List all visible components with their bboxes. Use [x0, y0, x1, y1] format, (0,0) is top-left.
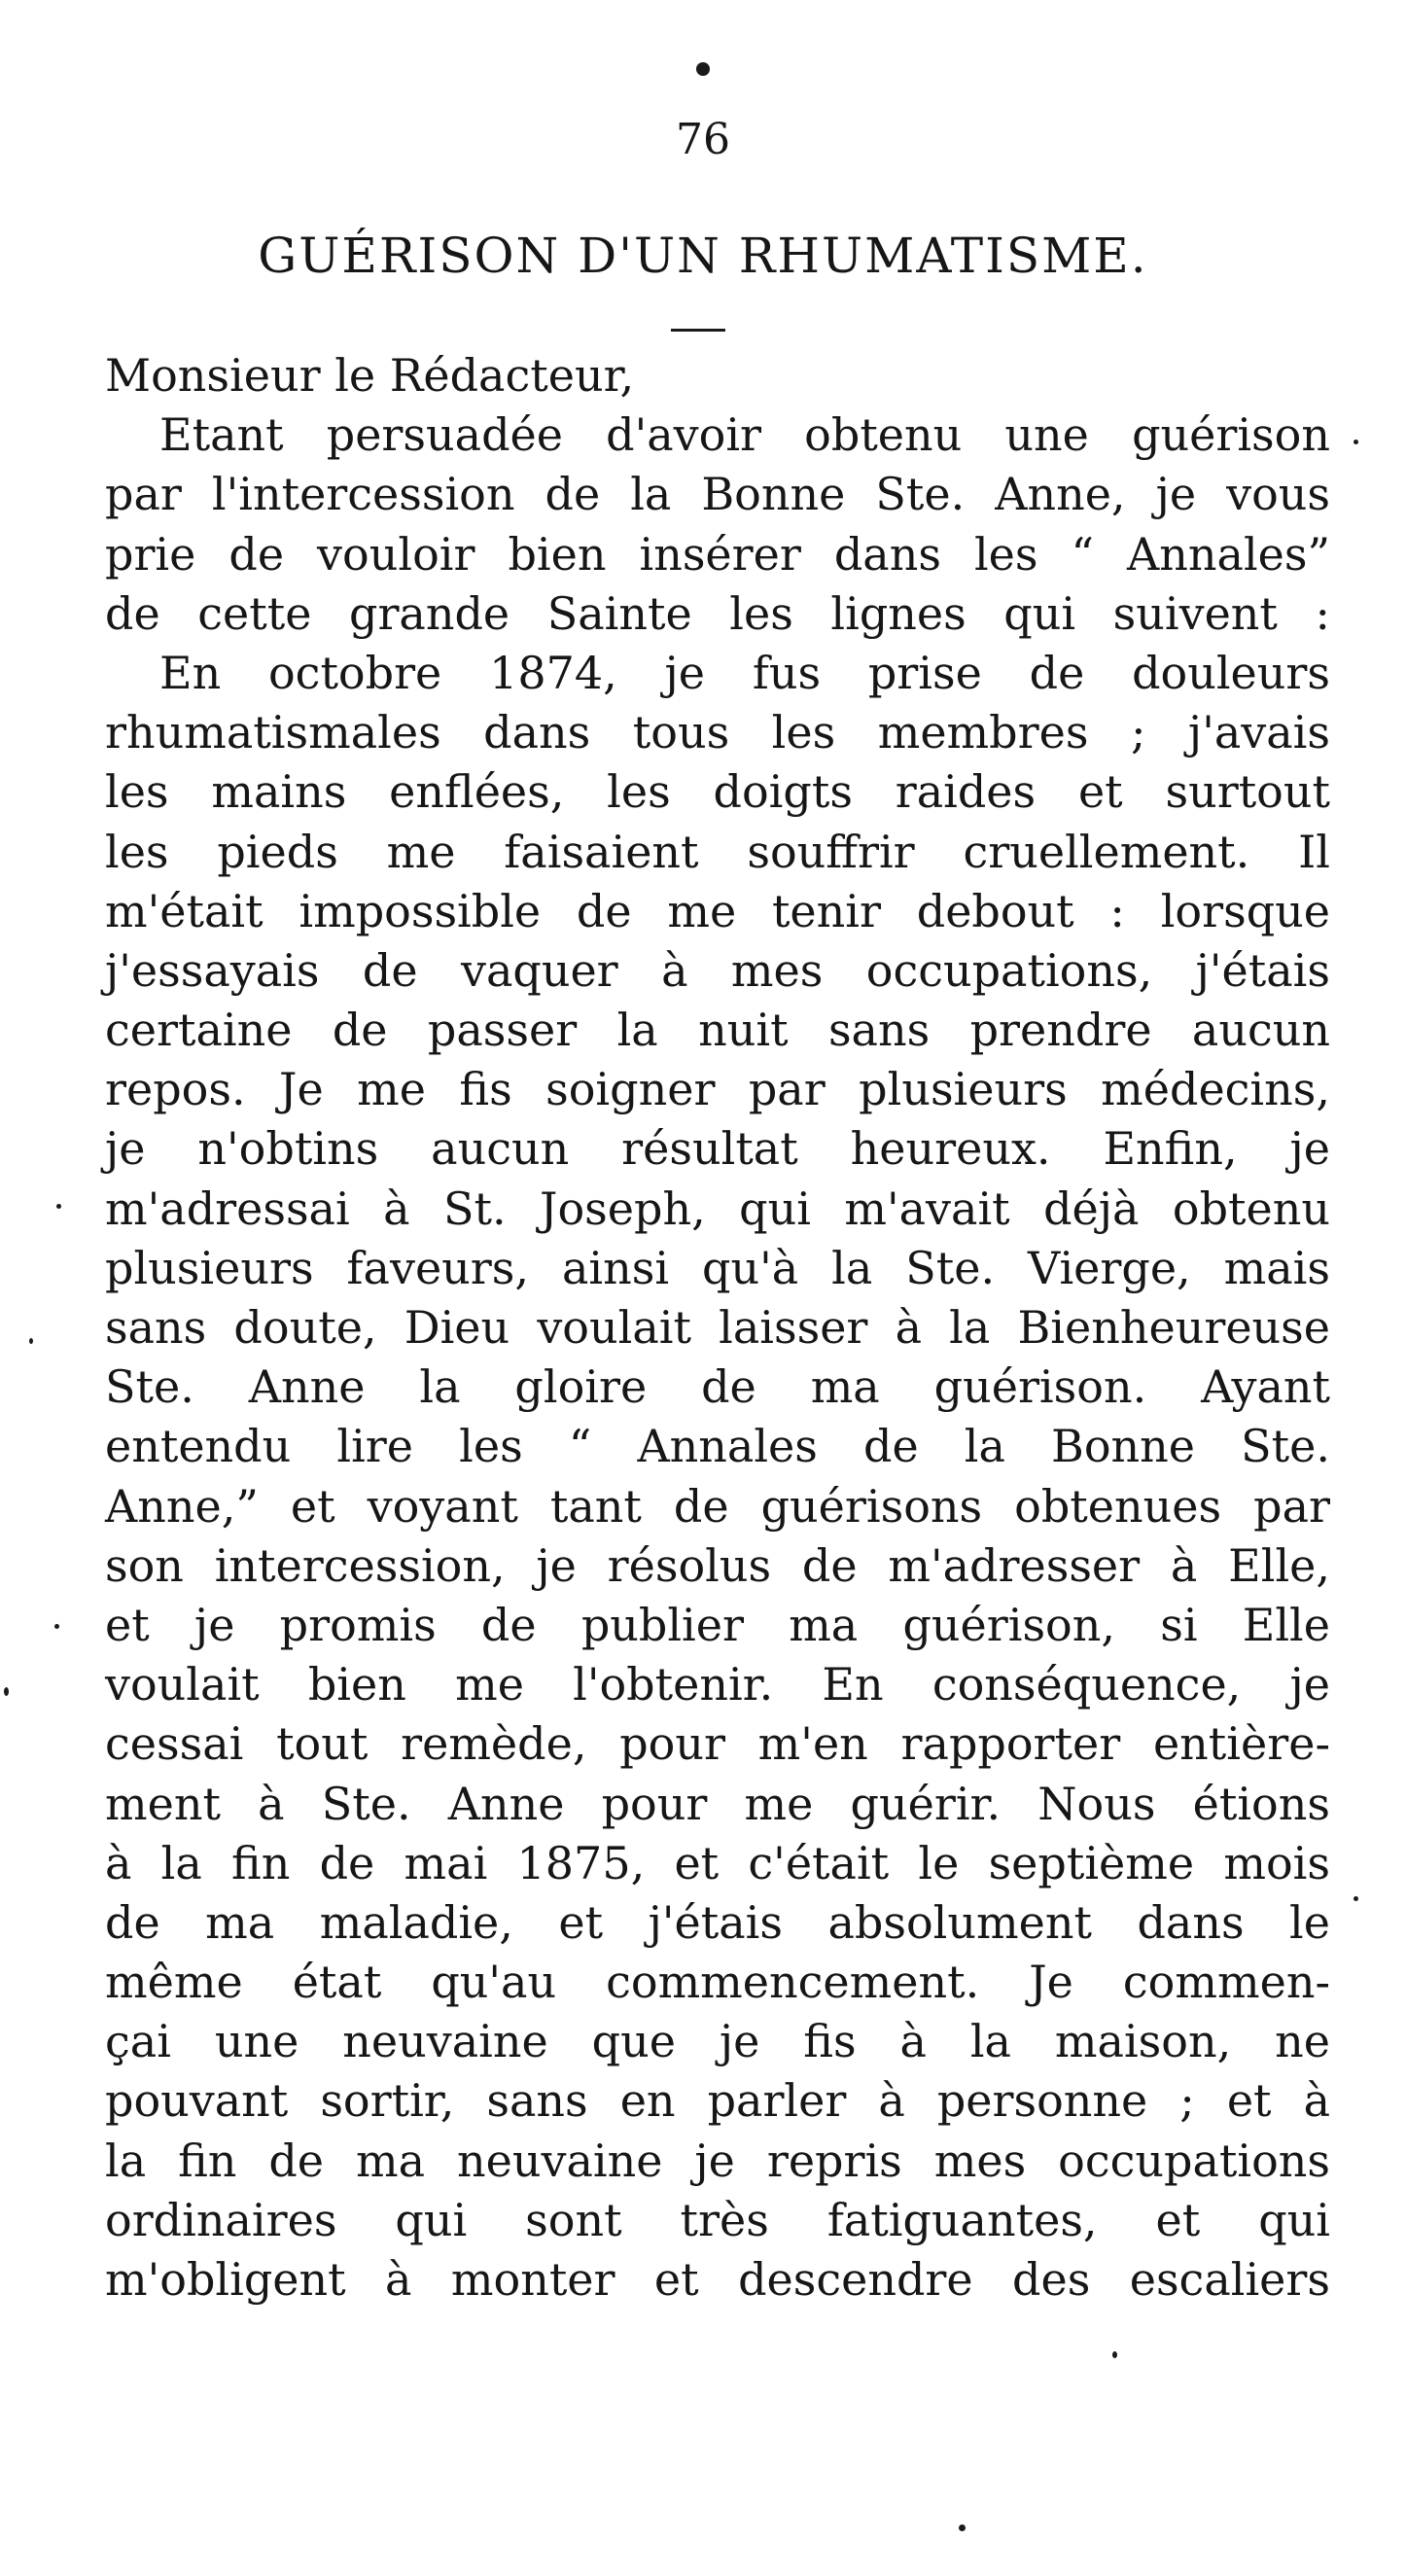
text-line: plusieurs faveurs, ainsi qu'à la Ste. Vierge, mais	[105, 1241, 1330, 1294]
ink-speck-left-2	[29, 1338, 33, 1344]
text-line: la fin de ma neuvaine je repris mes occupations	[105, 2134, 1330, 2187]
ink-speck-left-4	[4, 1687, 9, 1696]
text-line: ordinaires qui sont très fatiguantes, et qui	[105, 2193, 1330, 2246]
text-line: entendu lire les “ Annales de la Bonne Ste.	[105, 1420, 1330, 1473]
ink-speck-right-2	[1353, 1896, 1358, 1901]
text-line: ment à Ste. Anne pour me guérir. Nous étions	[105, 1777, 1330, 1830]
text-line: certaine de passer la nuit sans prendre aucun	[105, 1004, 1330, 1057]
ink-speck-bottom-2	[959, 2524, 966, 2531]
text-line: Anne,” et voyant tant de guérisons obtenues par	[105, 1479, 1330, 1533]
text-line: de cette grande Sainte les lignes qui suivent :	[105, 586, 1330, 640]
text-line: à la fin de mai 1875, et c'était le septième mois	[105, 1836, 1330, 1889]
ink-speck-top	[696, 62, 710, 76]
article-title: GUÉRISON D'UN RHUMATISME.	[258, 228, 1148, 284]
text-line: sans doute, Dieu voulait laisser à la Bienheureuse	[105, 1301, 1330, 1354]
text-line: Ste. Anne la gloire de ma guérison. Ayant	[105, 1360, 1330, 1414]
text-line: par l'intercession de la Bonne Ste. Anne, je vous	[105, 468, 1330, 521]
text-line: les mains enflées, les doigts raides et surtout	[105, 765, 1330, 819]
title-divider	[671, 329, 725, 332]
salutation-line: Monsieur le Rédacteur,	[105, 349, 635, 402]
letter-body	[105, 346, 1330, 2310]
text-line: et je promis de publier ma guérison, si Elle	[105, 1598, 1330, 1651]
text-line: prie de vouloir bien insérer dans les “ Annales”	[105, 527, 1330, 581]
text-line: Etant persuadée d'avoir obtenu une guérison	[159, 408, 1330, 462]
ink-speck-right	[1353, 440, 1358, 444]
text-line: m'adressai à St. Joseph, qui m'avait déjà obtenu	[105, 1182, 1330, 1235]
text-line: m'obligent à monter et descendre des escaliers	[105, 2253, 1330, 2306]
text-line: de ma maladie, et j'étais absolument dans le	[105, 1895, 1330, 1949]
text-line: voulait bien me l'obtenir. En conséquence, je	[105, 1658, 1330, 1711]
text-line: je n'obtins aucun résultat heureux. Enfin, je	[105, 1122, 1330, 1176]
text-line: pouvant sortir, sans en parler à personne ; et à	[105, 2074, 1330, 2128]
text-line: repos. Je me fis soigner par plusieurs médecins,	[105, 1063, 1330, 1116]
text-line: j'essayais de vaquer à mes occupations, j'étais	[105, 943, 1330, 997]
ink-speck-left-1	[56, 1204, 61, 1209]
text-line: son intercession, je résolus de m'adresser à Elle,	[105, 1538, 1330, 1592]
text-line: m'était impossible de me tenir debout : lorsque	[105, 884, 1330, 937]
ink-speck-left-3	[54, 1624, 59, 1629]
text-line: çai une neuvaine que je fis à la maison, ne	[105, 2015, 1330, 2068]
text-line: rhumatismales dans tous les membres ; j'avais	[105, 706, 1330, 759]
ink-speck-bottom-1	[1112, 2351, 1117, 2358]
page-number: 76	[676, 115, 730, 164]
text-line: cessai tout remède, pour m'en rapporter entière-	[105, 1717, 1330, 1771]
text-line: En octobre 1874, je fus prise de douleurs	[159, 646, 1330, 699]
text-line: les pieds me faisaient souffrir cruellement. Il	[105, 825, 1330, 878]
text-line: même état qu'au commencement. Je commen-	[105, 1956, 1330, 2009]
